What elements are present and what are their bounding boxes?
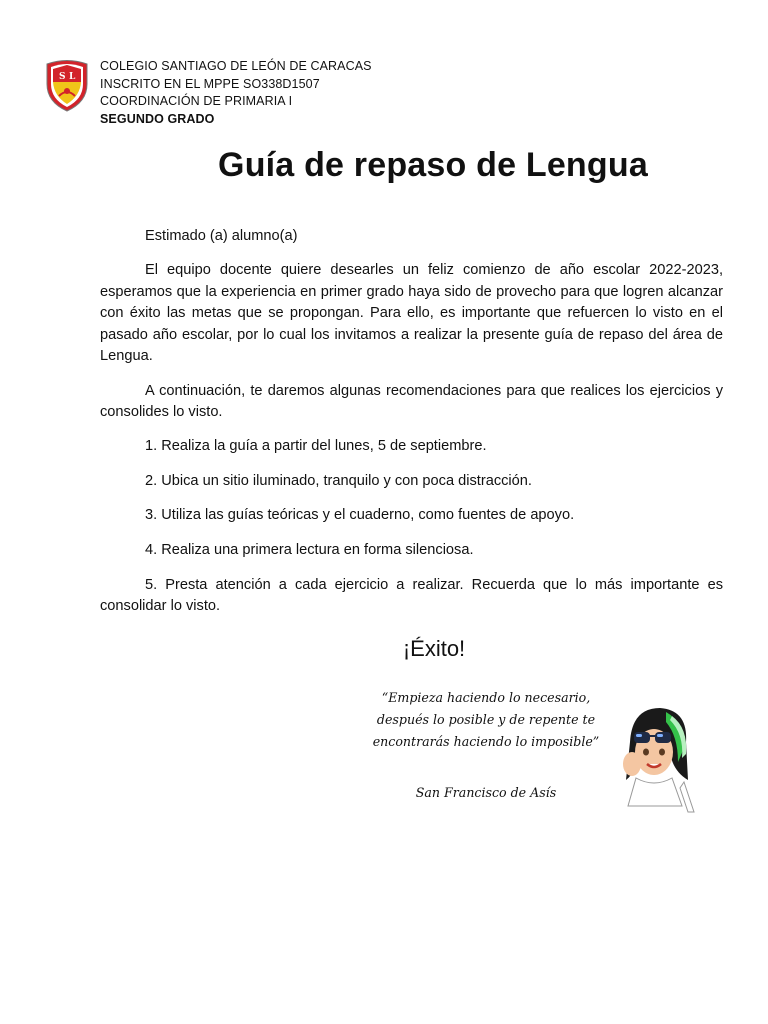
recommendation-item: 4. Realiza una primera lectura en forma silenciosa. [145,542,474,559]
svg-text:S: S [59,72,66,82]
intro-paragraph: El equipo docente quiere desearles un feliz comienzo de año escolar 2022-2023, esperamos que la experiencia en primer grado haya sido de provecho para que logren alcanzar con éxito las metas que se propongan. Para ello, es importante que refuercen lo visto en el pasado año escolar, por lo cual los invitamos a realizar la presente guía de repaso del área de Lengua. [100,262,723,365]
closing-wish: ¡Éxito! [402,636,466,661]
teacher-avatar-image [614,702,698,814]
school-registration: INSCRITO EN EL MPPE SO338D1507 [100,76,320,91]
grade-line: SEGUNDO GRADO [100,111,215,126]
recommendation-item: 2. Ubica un sitio iluminado, tranquilo y con poca distracción. [145,472,532,489]
school-name: COLEGIO SANTIAGO DE LEÓN DE CARACAS [100,59,372,73]
letter-body [100,226,723,630]
recommendation-item: 3. Utiliza las guías teóricas y el cuaderno, como fuentes de apoyo. [145,507,575,524]
coordination-line: COORDINACIÓN DE PRIMARIA I [100,94,293,108]
recommendation-item: 5. Presta atención a cada ejercicio a realizar. Recuerda que lo más importante es consolidar lo visto. [100,576,723,615]
greeting: Estimado (a) alumno(a) [145,228,298,244]
recommendations-intro: A continuación, te daremos algunas recomendaciones para que realices los ejercicios y consolides lo visto. [100,382,723,421]
motivational-quote: “Empieza haciendo lo necesario, después lo posible y de repente te encontrarás haciendo lo imposible” [372,690,600,749]
svg-text:L: L [69,72,76,82]
recommendation-item: 1. Realiza la guía a partir del lunes, 5 de septiembre. [145,438,487,455]
document-header [44,58,372,128]
page-title: Guía de repaso de Lengua [218,146,648,184]
quote-author: San Francisco de Asís [415,785,557,800]
school-crest-logo [44,58,90,112]
